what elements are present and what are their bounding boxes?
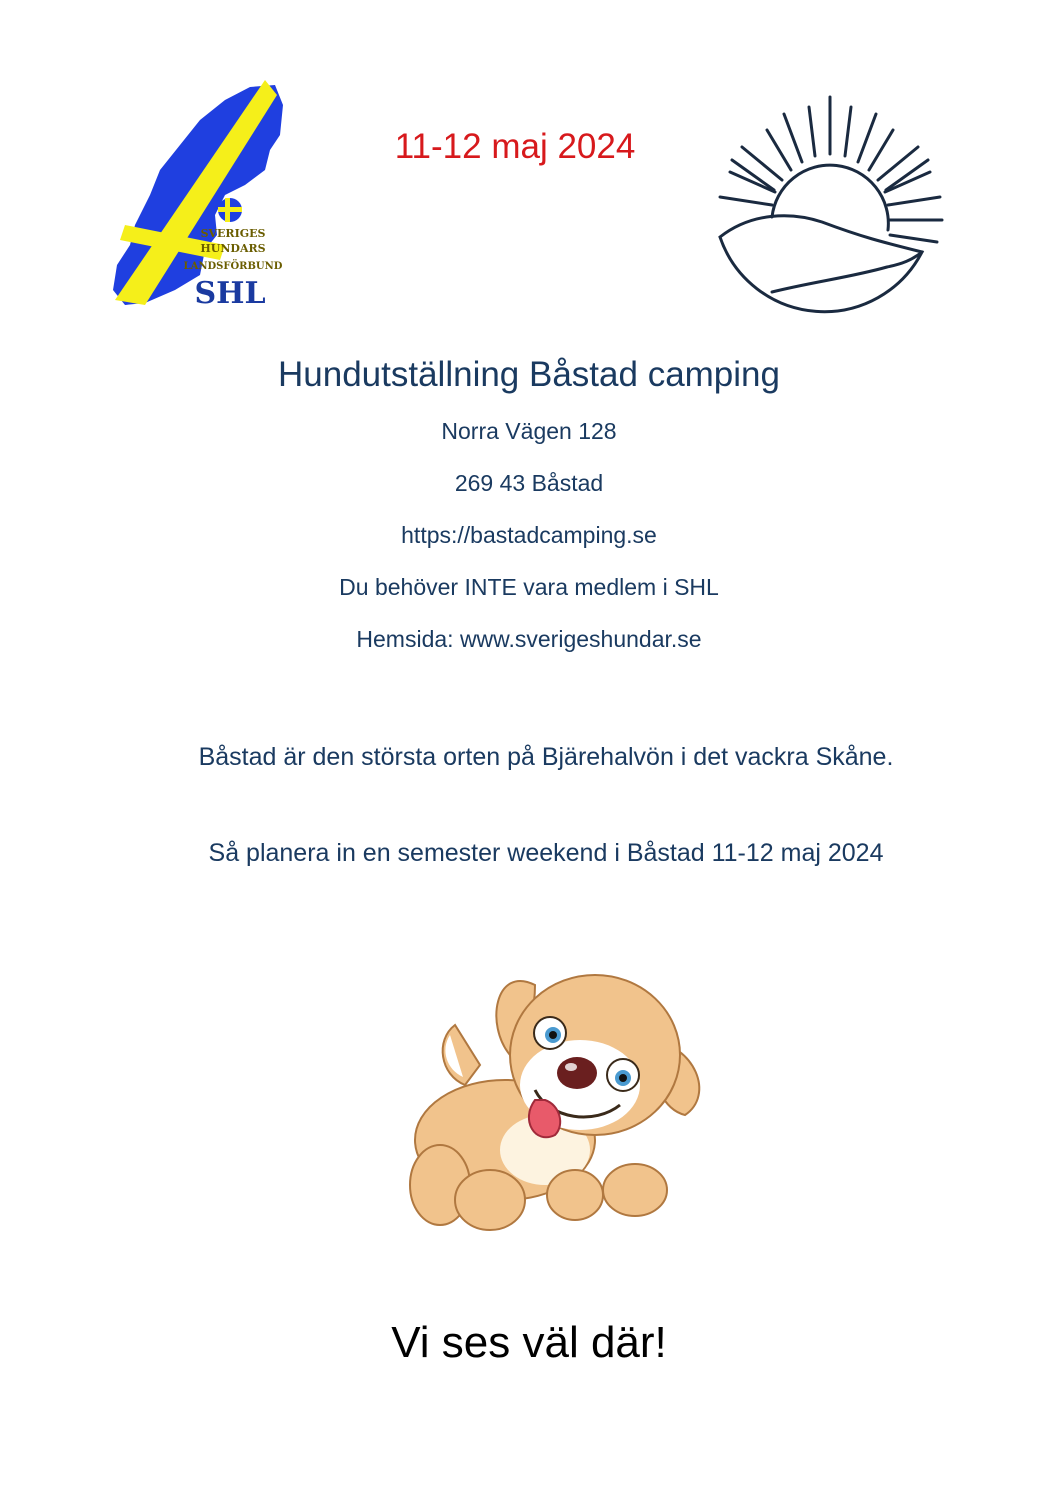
puppy-illustration-icon bbox=[395, 945, 725, 1235]
address-line2: 269 43 Båstad bbox=[454, 470, 604, 496]
sun-over-hills-icon bbox=[712, 92, 947, 322]
event-title: Hundutställning Båstad camping bbox=[278, 355, 780, 394]
logo-line3: LANDSFÖRBUND bbox=[183, 261, 283, 272]
camping-website-link[interactable]: https://bastadcamping.se bbox=[401, 522, 657, 548]
logo-line1: SVERIGES bbox=[200, 227, 266, 240]
homepage-link[interactable]: Hemsida: www.sverigeshundar.se bbox=[356, 626, 702, 652]
logo-abbrev: SHL bbox=[194, 276, 266, 310]
paragraph-plan: Så planera in en semester weekend i Båstad 11-12 maj 2024 bbox=[208, 839, 884, 867]
closing-text: Vi ses väl där! bbox=[391, 1318, 667, 1367]
address-line1: Norra Vägen 128 bbox=[441, 418, 617, 444]
membership-note: Du behöver INTE vara medlem i SHL bbox=[339, 574, 719, 600]
logo-line2: HUNDARS bbox=[200, 242, 266, 255]
shl-logo bbox=[105, 75, 285, 310]
paragraph-bastad: Båstad är den största orten på Bjärehalvön i det vackra Skåne. bbox=[198, 743, 894, 771]
event-date: 11-12 maj 2024 bbox=[394, 127, 636, 166]
